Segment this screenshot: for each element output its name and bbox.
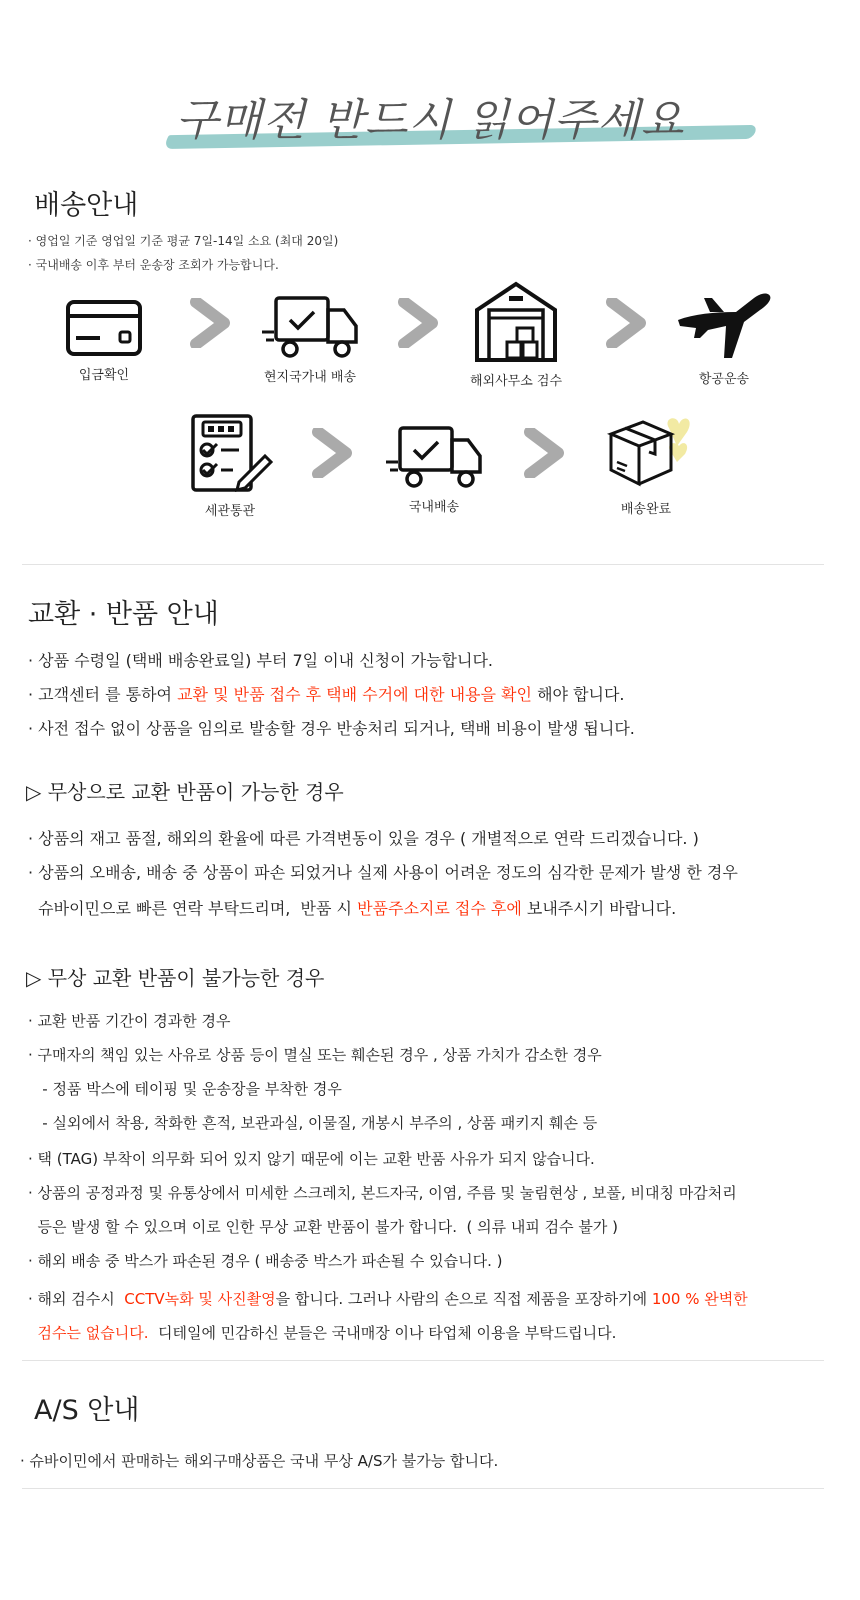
step-overseas-inspection	[446, 280, 586, 389]
step-label: 해외사무소 검수	[469, 374, 563, 389]
nofree-line-2	[28, 1044, 602, 1065]
page-title: 구매전 반드시 읽어주세요	[175, 95, 685, 146]
highlight-text: 반품주소지로 접수 후에	[357, 899, 522, 918]
chevron-right-icon	[398, 298, 438, 352]
step-air-transport	[654, 290, 794, 387]
free-return-heading: ▷ 무상으로 교환 반품이 가능한 경우	[26, 780, 344, 804]
exchange-line-1	[28, 648, 493, 671]
chevron-right-icon	[312, 428, 352, 482]
text: · 택 (TAG) 부착이 의무화 되어 있지 않기 때문에 이는 교환 반품 사유가 되지 않습니다.	[28, 1150, 595, 1168]
chevron-right-icon	[190, 298, 230, 352]
nofree-line-8	[28, 1250, 502, 1271]
delivery-truck-icon	[384, 424, 484, 490]
chevron-right-icon	[606, 298, 646, 352]
package-box-icon	[591, 412, 701, 492]
shipping-note-2: · 국내배송 이후 부터 운송장 조회가 가능합니다.	[28, 258, 279, 272]
text: · 교환 반품 기간이 경과한 경우	[28, 1012, 231, 1030]
section-divider	[22, 1360, 824, 1361]
text: 보내주시기 바랍니다.	[521, 899, 677, 918]
nofree-line-7	[28, 1216, 618, 1237]
delivery-truck-icon	[260, 294, 360, 360]
exchange-line-3	[28, 716, 635, 739]
credit-card-icon	[64, 298, 144, 358]
airplane-icon	[674, 290, 774, 362]
highlight-text: 검수는 없습니다.	[37, 1324, 149, 1342]
highlight-text: CCTV녹화 및 사진촬영	[124, 1290, 276, 1308]
text: 슈바이민으로 빠른 연락 부탁드리며, 반품 시	[28, 899, 358, 918]
step-label: 세관통관	[204, 504, 256, 519]
shipping-note-1: · 영업일 기준 영업일 기준 평균 7일-14일 소요 (최대 20일)	[28, 234, 339, 248]
step-label: 항공운송	[698, 372, 750, 387]
page-title-wrap	[0, 78, 860, 146]
free-line-1	[28, 826, 699, 849]
step-local-delivery	[240, 294, 380, 385]
text: - 정품 박스에 테이핑 및 운송장을 부착한 경우	[28, 1080, 342, 1098]
text: · 상품 수령일 (택배 배송완료일) 부터 7일 이내 신청이 가능합니다.	[28, 651, 494, 670]
nofree-line-4	[28, 1112, 597, 1133]
nofree-line-5	[28, 1148, 595, 1169]
text: · 상품의 재고 품절, 해외의 환율에 따른 가격변동이 있을 경우 ( 개별적으로 연락 드리겠습니다. )	[28, 829, 699, 848]
step-delivery-complete	[576, 412, 716, 517]
text: 등은 발생 할 수 있으며 이로 인한 무상 교환 반품이 불가 합니다. ( 의류 내피 검수 불가 )	[28, 1218, 619, 1236]
nofree-line-10	[28, 1322, 616, 1343]
text: · 구매자의 책임 있는 사유로 상품 등이 멸실 또는 훼손된 경우 , 상품 가치가 감소한 경우	[28, 1046, 602, 1064]
step-label: 현지국가내 배송	[263, 370, 357, 385]
text: · 사전 접수 없이 상품을 임의로 발송할 경우 반송처리 되거나, 택배 비용이 발생 됩니다.	[28, 719, 635, 738]
exchange-line-2	[28, 682, 625, 705]
step-customs	[160, 410, 300, 519]
highlight-text: 100 % 완벽한	[651, 1290, 748, 1308]
nofree-line-6	[28, 1182, 737, 1203]
text: · 해외 배송 중 박스가 파손된 경우 ( 배송중 박스가 파손될 수 있습니다. )	[28, 1252, 503, 1270]
as-heading: A/S 안내	[34, 1395, 140, 1426]
nofree-line-9	[28, 1288, 748, 1309]
shipping-heading: 배송안내	[34, 190, 139, 221]
text: 을 합니다. 그러나 사람의 손으로 직접 제품을 포장하기에	[275, 1290, 652, 1308]
free-line-2	[28, 860, 738, 883]
text: · 상품의 공정과정 및 유통상에서 미세한 스크레치, 본드자국, 이염, 주름 및 눌림현상 , 보풀, 비대칭 마감처리	[28, 1184, 737, 1202]
text: · 상품의 오배송, 배송 중 상품이 파손 되었거나 실제 사용이 어려운 정도의 심각한 문제가 발생 한 경우	[28, 863, 738, 882]
nofree-line-3	[28, 1078, 342, 1099]
exchange-heading: 교환 · 반품 안내	[28, 599, 219, 630]
chevron-right-icon	[524, 428, 564, 482]
text: 해야 합니다.	[531, 685, 625, 704]
step-label: 입금확인	[78, 368, 130, 383]
step-label: 국내배송	[408, 500, 460, 515]
step-domestic-delivery	[364, 424, 504, 515]
highlight-text: 교환 및 반품 접수 후 택배 수거에 대한 내용을 확인	[177, 685, 532, 704]
text: · 고객센터 를 통하여	[28, 685, 178, 704]
section-divider	[22, 1488, 824, 1489]
warehouse-icon	[473, 280, 559, 364]
section-divider	[22, 564, 824, 565]
text: 디테일에 민감하신 분들은 국내매장 이나 타업체 이용을 부탁드립니다.	[148, 1324, 617, 1342]
text: - 실외에서 착용, 착화한 흔적, 보관과실, 이물질, 개봉시 부주의 , 상품 패키지 훼손 등	[28, 1114, 598, 1132]
no-free-return-heading: ▷ 무상 교환 반품이 불가능한 경우	[26, 966, 325, 990]
text: · 해외 검수시	[28, 1290, 125, 1308]
customs-document-icon	[187, 410, 273, 494]
nofree-line-1	[28, 1010, 231, 1031]
as-line: · 슈바이민에서 판매하는 해외구매상품은 국내 무상 A/S가 불가능 합니다.	[20, 1452, 499, 1470]
step-deposit	[34, 298, 174, 383]
free-line-3	[28, 896, 676, 919]
text	[28, 1324, 38, 1342]
step-label: 배송완료	[620, 502, 672, 517]
